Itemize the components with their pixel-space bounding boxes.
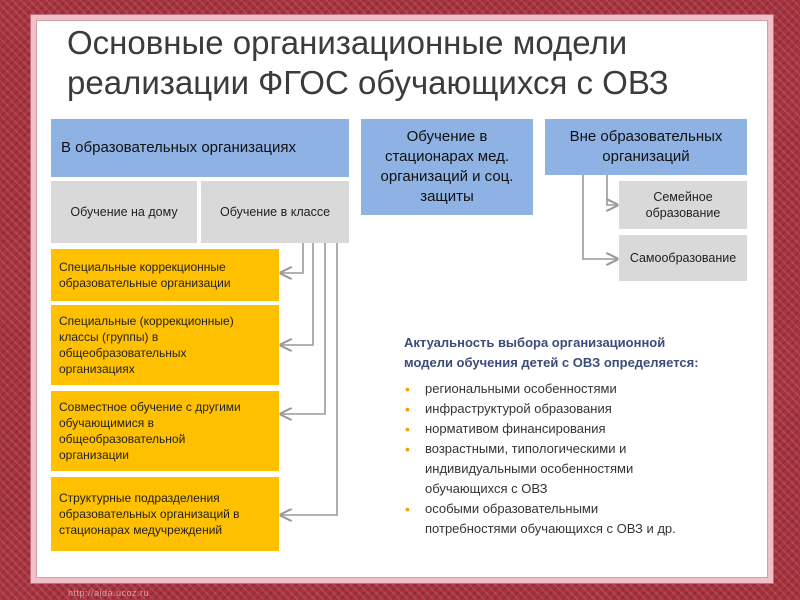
bullet-icon: • — [405, 501, 410, 517]
connector-line-6 — [583, 175, 617, 259]
form-2-line-2: классы (группы) в — [59, 330, 159, 344]
hospital-line-3: организаций и соц. — [380, 168, 514, 185]
hospital-line-1: Обучение в — [406, 128, 488, 145]
home-learning-box — [51, 181, 197, 243]
form-3-line-4: организации — [59, 448, 129, 462]
class-learning-text: Обучение в классе — [219, 205, 331, 219]
form-2-line-1: Специальные (коррекционные) — [59, 314, 234, 328]
form-3-line-1: Совместное обучение с другими — [59, 400, 241, 414]
form-box-3 — [51, 391, 279, 471]
relevance-item — [397, 419, 747, 439]
family-education-box — [619, 181, 747, 229]
self-education-box — [619, 235, 747, 281]
form-4-line-1: Структурные подразделения — [59, 491, 220, 505]
family-line-2: образование — [645, 206, 721, 220]
bullet-icon: • — [405, 381, 410, 397]
form-3-line-3: общеобразовательной — [59, 432, 186, 446]
outside-line-1: Вне образовательных — [569, 128, 723, 145]
connector-line-3 — [281, 242, 325, 414]
in-organizations-header-text: В образовательных организациях — [61, 139, 296, 156]
in-organizations-header — [51, 119, 349, 177]
relevance-item — [397, 379, 747, 399]
relevance-item-5-line-1: особыми образовательными — [425, 501, 599, 516]
form-2-line-4: организациях — [59, 362, 135, 376]
relevance-heading — [404, 333, 744, 373]
bullet-icon: • — [405, 441, 410, 457]
title-line-2: реализации ФГОС обучающихся с ОВЗ — [67, 64, 669, 101]
relevance-list — [397, 379, 747, 539]
relevance-item-4-line-2: индивидуальными особенностями — [425, 461, 634, 476]
relevance-item — [397, 399, 747, 419]
relevance-item-4-line-3: обучающихся с ОВЗ — [425, 481, 548, 496]
relevance-item — [397, 499, 747, 539]
form-box-2 — [51, 305, 279, 385]
relevance-item-2-line-1: инфраструктурой образования — [425, 401, 612, 416]
relevance-item-1-line-1: региональными особенностями — [425, 381, 617, 396]
home-learning-text: Обучение на дому — [70, 205, 178, 219]
form-4-line-2: образовательных организаций в — [59, 507, 240, 521]
hospital-learning-box — [361, 119, 533, 215]
slide — [36, 20, 768, 578]
outside-organizations-header — [545, 119, 747, 175]
form-3-line-2: обучающимися в — [59, 416, 154, 430]
form-box-4 — [51, 477, 279, 551]
relevance-heading-line-2: модели обучения детей с ОВЗ определяется: — [404, 355, 699, 370]
outside-line-2: организаций — [602, 148, 690, 165]
family-line-1: Семейное — [653, 190, 713, 204]
relevance-item-3-line-1: нормативом финансирования — [425, 421, 606, 436]
hospital-line-4: защиты — [420, 188, 474, 205]
watermark-text: http://aida.ucoz.ru — [68, 588, 150, 598]
connector-line-2 — [281, 242, 313, 345]
connector-line-4 — [281, 242, 337, 515]
relevance-item-5-line-2: потребностями обучающихся с ОВЗ и др. — [425, 521, 676, 536]
bullet-icon: • — [405, 401, 410, 417]
form-1-line-2: образовательные организации — [59, 276, 231, 290]
relevance-item-4-line-1: возрастными, типологическими и — [425, 441, 627, 456]
connector-line-1 — [281, 242, 303, 273]
class-learning-box — [201, 181, 349, 243]
form-2-line-3: общеобразовательных — [59, 346, 187, 360]
relevance-item — [397, 439, 747, 499]
form-4-line-3: стационарах медучреждений — [59, 523, 223, 537]
bullet-icon: • — [405, 421, 410, 437]
hospital-line-2: стационарах мед. — [384, 148, 510, 165]
self-education-text: Самообразование — [629, 251, 737, 265]
form-1-line-1: Специальные коррекционные — [59, 260, 226, 274]
relevance-heading-line-1: Актуальность выбора организационной — [404, 335, 666, 350]
connector-line-5 — [607, 175, 617, 205]
form-box-1 — [51, 249, 279, 301]
title-line-1: Основные организационные модели — [67, 24, 628, 61]
